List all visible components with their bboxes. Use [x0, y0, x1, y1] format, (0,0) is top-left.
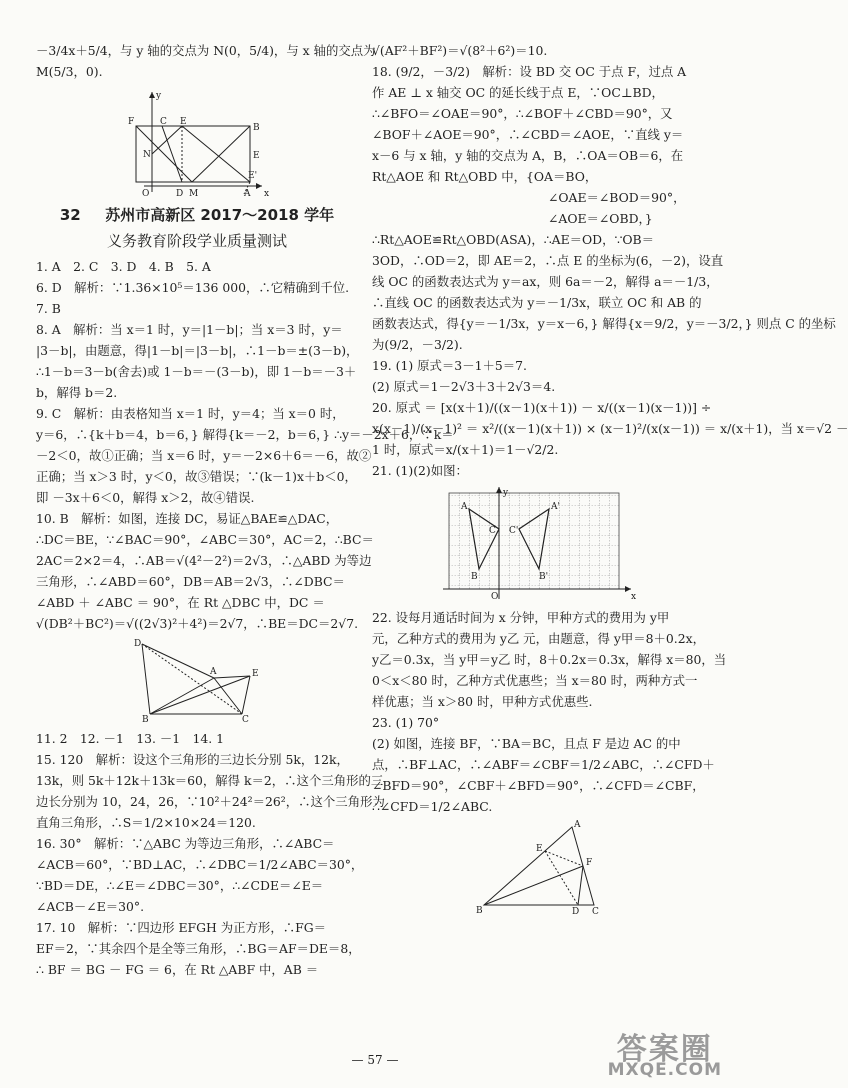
text-line: 3OD，∴OD＝2，即 AE＝2，∴点 E 的坐标为(6，－2)，设直	[372, 253, 724, 268]
text-line: 10. B 解析：如图，连接 DC，易证△BAE≌△DAC，	[36, 511, 339, 526]
text-line: 1. A 2. C 3. D 4. B 5. A	[36, 259, 211, 274]
fig3-label: A	[461, 502, 468, 512]
fig1-label: M	[189, 189, 199, 199]
figure-grid-triangles	[439, 485, 639, 603]
text-line: 直角三角形，∴S＝1/2×10×24＝120.	[36, 815, 256, 830]
text-line: √(DB²＋BC²)＝√((2√3)²＋4²)＝2√7，∴BE＝DC＝2√7.	[36, 616, 359, 631]
fig1-label: N	[143, 150, 151, 160]
text-line: 22. 设每月通话时间为 x 分钟，甲种方式的费用为 y甲	[372, 610, 670, 625]
fig3-label: O	[491, 592, 499, 602]
text-line: ∴∠BFO＝∠OAE＝90°，∴∠BOF＋∠CBD＝90°，又	[372, 106, 673, 121]
text-line: y＝6，∴{k＋b＝4，b＝6，} 解得{k＝－2，b＝6，} ∴y＝－2x＋6，∵k＝	[36, 427, 454, 442]
section-number: 32	[59, 206, 81, 224]
fig1-label: y	[156, 91, 162, 101]
text-line: 16. 30° 解析：∵△ABC 为等边三角形，∴∠ABC＝	[36, 836, 335, 851]
text-line: 点，∴BF⊥AC，∴∠ABF＝∠CBF＝1/2∠ABC，∴∠CFD＋	[372, 757, 715, 772]
text-line: 为(9/2，－3/2).	[372, 337, 463, 352]
prelude	[36, 40, 376, 82]
fig3-label: x	[631, 592, 637, 602]
figure-isosceles-triangle	[474, 821, 604, 915]
text-line: ∵BD＝DE，∴∠E＝∠DBC＝30°，∴∠CDE＝∠E＝	[36, 878, 324, 893]
fig3-label: B	[471, 572, 478, 582]
text-line: 20. 原式 ＝ [x(x＋1)/((x－1)(x＋1)) － x/((x－1)(x－1))] ÷	[372, 400, 712, 415]
text-line: 正确；当 x＞3 时，y＜0，故③错误；∵(k－1)x＋b＜0，	[36, 469, 357, 484]
text-line: b，解得 b＝2.	[36, 385, 118, 400]
text-line: 边长分别为 10，24，26，∵10²＋24²＝26²，∴这个三角形为	[36, 794, 385, 809]
fig1-label: C	[160, 117, 167, 127]
text-line: ∴ BF ＝ BG － FG ＝ 6，在 Rt △ABF 中，AB ＝	[36, 962, 319, 977]
text-line: ∴DC＝BE，∵∠BAC＝90°，∠ABC＝30°，AC＝2，∴BC＝	[36, 532, 374, 547]
fig4-label: E	[536, 844, 543, 854]
text-line: 作 AE ⊥ x 轴交 OC 的延长线于点 E，∵OC⊥BD，	[372, 85, 664, 100]
text-line: ∠BFD＝90°，∠CBF＋∠BFD＝90°，∴∠CFD＝∠CBF，	[372, 778, 705, 793]
fig3-label: B'	[539, 572, 549, 582]
text-line: (2) 如图，连接 BF，∵BA＝BC，且点 F 是边 AC 的中	[372, 736, 681, 751]
text-line: 三角形，∴∠ABD＝60°，DB＝AB＝2√3，∴∠DBC＝	[36, 574, 345, 589]
section-title: 苏州市高新区 2017～2018 学年	[105, 206, 335, 224]
fig1-label: B	[253, 123, 260, 133]
text-line: ∠ABD ＋ ∠ABC ＝ 90°，在 Rt △DBC 中，DC ＝	[36, 595, 325, 610]
figure-coordinate-rectangle	[122, 86, 272, 199]
text-line: ∠OAE＝∠BOD＝90°，	[548, 190, 686, 205]
text-line: －3/4x＋5/4，与 y 轴的交点为 N(0，5/4)，与 x 轴的交点为	[36, 43, 376, 58]
text-line: 6. D 解析：∵1.36×10⁵＝136 000，∴它精确到千位.	[36, 280, 350, 295]
section-subtitle: 义务教育阶段学业质量测试	[106, 232, 287, 250]
text-line: M(5/3，0).	[36, 64, 103, 79]
text-line: 9. C 解析：由表格知当 x＝1 时，y＝4；当 x＝0 时，	[36, 406, 345, 421]
text-line: y乙＝0.3x，当 y甲＝y乙 时，8＋0.2x＝0.3x，解得 x＝80，当	[372, 652, 727, 667]
text-line: 7. B	[36, 301, 61, 316]
fig1-label: A	[244, 189, 251, 199]
text-line: ∴直线 OC 的函数表达式为 y＝－1/3x，联立 OC 和 AB 的	[372, 295, 702, 310]
text-line: 2AC＝2×2＝4，∴AB＝√(4²－2²)＝2√3，∴△ABD 为等边	[36, 553, 372, 568]
text-line: 样优惠；当 x＞80 时，甲种方式优惠些.	[372, 694, 593, 709]
watermark-line1: 答案圈	[616, 1032, 713, 1067]
text-line: 11. 2 12. －1 13. －1 14. 1	[36, 731, 225, 746]
text-line: |3－b|，由题意，得|1－b|＝|3－b|，∴1－b＝±(3－b)，	[36, 343, 359, 358]
fig2-label: D	[134, 639, 142, 649]
text-line: ∴Rt△AOE≌Rt△OBD(ASA)，∴AE＝OD，∵OB＝	[372, 232, 655, 247]
text-line: x(x－1)/(x－1)² ＝ x²/((x－1)(x＋1)) × (x－1)²/(x(x－1)) ＝ x/(x＋1)，当 x＝√2 －	[372, 421, 848, 436]
fig2-label: E	[252, 669, 259, 679]
text-line: ∠BOF＋∠AOE＝90°，∴∠CBD＝∠AOE，∵直线 y＝	[372, 127, 684, 142]
fig4-label: A	[574, 820, 581, 830]
text-line: ∴∠CFD＝1/2∠ABC.	[372, 799, 493, 814]
text-line: ∠AOE＝∠OBD，}	[548, 211, 653, 226]
text-line: 19. (1) 原式＝3－1＋5＝7.	[372, 358, 527, 373]
fig1-label: F	[128, 117, 135, 127]
watermark-logo	[607, 1032, 722, 1080]
text-line: －2＜0，故①正确；当 x＝6 时，y＝－2×6＋6＝－6，故②	[36, 448, 372, 463]
text-line: 18. (9/2，－3/2) 解析：设 BD 交 OC 于点 F，过点 A	[372, 64, 687, 79]
text-line: 函数表达式，得{y＝－1/3x，y＝x－6，} 解得{x＝9/2，y＝－3/2，} 则点 C 的坐标	[372, 316, 836, 331]
text-line: 13k，则 5k＋12k＋13k＝60，解得 k＝2，∴这个三角形的三	[36, 773, 384, 788]
text-line: x－6 与 x 轴，y 轴的交点为 A，B，∴OA＝OB＝6，在	[372, 148, 684, 163]
fig3-label: C'	[509, 526, 519, 536]
watermark-line2: MXQE.COM	[607, 1060, 722, 1080]
text-line: 23. (1) 70°	[372, 715, 440, 730]
text-line: 8. A 解析：当 x＝1 时，y＝|1－b|；当 x＝3 时，y＝	[36, 322, 343, 337]
answers-17-21	[372, 40, 848, 481]
page-number: — 57 —	[351, 1053, 399, 1067]
section-heading	[36, 202, 358, 228]
text-line: √(AF²＋BF²)＝√(8²＋6²)＝10.	[372, 43, 548, 58]
text-line: 21. (1)(2)如图：	[372, 463, 468, 478]
text-line: 0＜x＜80 时，乙种方式优惠些；当 x＝80 时，两种方式一	[372, 673, 698, 688]
text-line: 17. 10 解析：∵四边形 EFGH 为正方形，∴FG＝	[36, 920, 326, 935]
text-line: Rt△AOE 和 Rt△OBD 中，{OA＝BO，	[372, 169, 598, 184]
fig2-label: C	[242, 715, 249, 725]
answers-22-23	[372, 607, 727, 817]
text-line: ∴1－b＝3－b(舍去)或 1－b＝－(3－b)，即 1－b＝－3＋	[36, 364, 357, 379]
fig1-label: E	[253, 151, 260, 161]
fig3-label: C	[489, 526, 496, 536]
text-line: 即 －3x＋6＜0，解得 x＞2，故④错误.	[36, 490, 255, 505]
fig1-label: O	[142, 189, 150, 199]
text-line: 1 时，原式＝x/(x＋1)＝1－√2/2.	[372, 442, 559, 457]
fig3-label: A'	[551, 502, 560, 512]
figure-triangles-dbc	[132, 638, 262, 724]
fig4-label: C	[592, 907, 599, 917]
fig4-label: D	[572, 907, 580, 917]
fig1-label: D	[176, 189, 184, 199]
text-line: EF＝2，∵其余四个是全等三角形，∴BG＝AF＝DE＝8，	[36, 941, 361, 956]
text-line: ∠ACB－∠E＝30°.	[36, 899, 145, 914]
text-line: 线 OC 的函数表达式为 y＝ax，则 6a＝－2，解得 a＝－1/3，	[372, 274, 719, 289]
answers-11-17	[36, 728, 385, 980]
text-line: (2) 原式＝1－2√3＋3＋2√3＝4.	[372, 379, 556, 394]
fig4-label: B	[476, 906, 483, 916]
fig1-label: E	[180, 117, 187, 127]
text-line: 15. 120 解析：设这个三角形的三边长分别 5k，12k，	[36, 752, 349, 767]
fig4-label: F	[586, 858, 593, 868]
text-line: 元，乙种方式的费用为 y乙 元，由题意，得 y甲＝8＋0.2x，	[372, 631, 705, 646]
right-column	[372, 40, 848, 919]
text-line: ∠ACB＝60°，∵BD⊥AC，∴∠DBC＝1/2∠ABC＝30°，	[36, 857, 364, 872]
fig3-label: y	[503, 488, 509, 498]
fig1-label: x	[264, 189, 270, 199]
fig1-label: E'	[248, 171, 258, 181]
fig2-label: B	[142, 715, 149, 725]
fig2-label: A	[210, 667, 217, 677]
